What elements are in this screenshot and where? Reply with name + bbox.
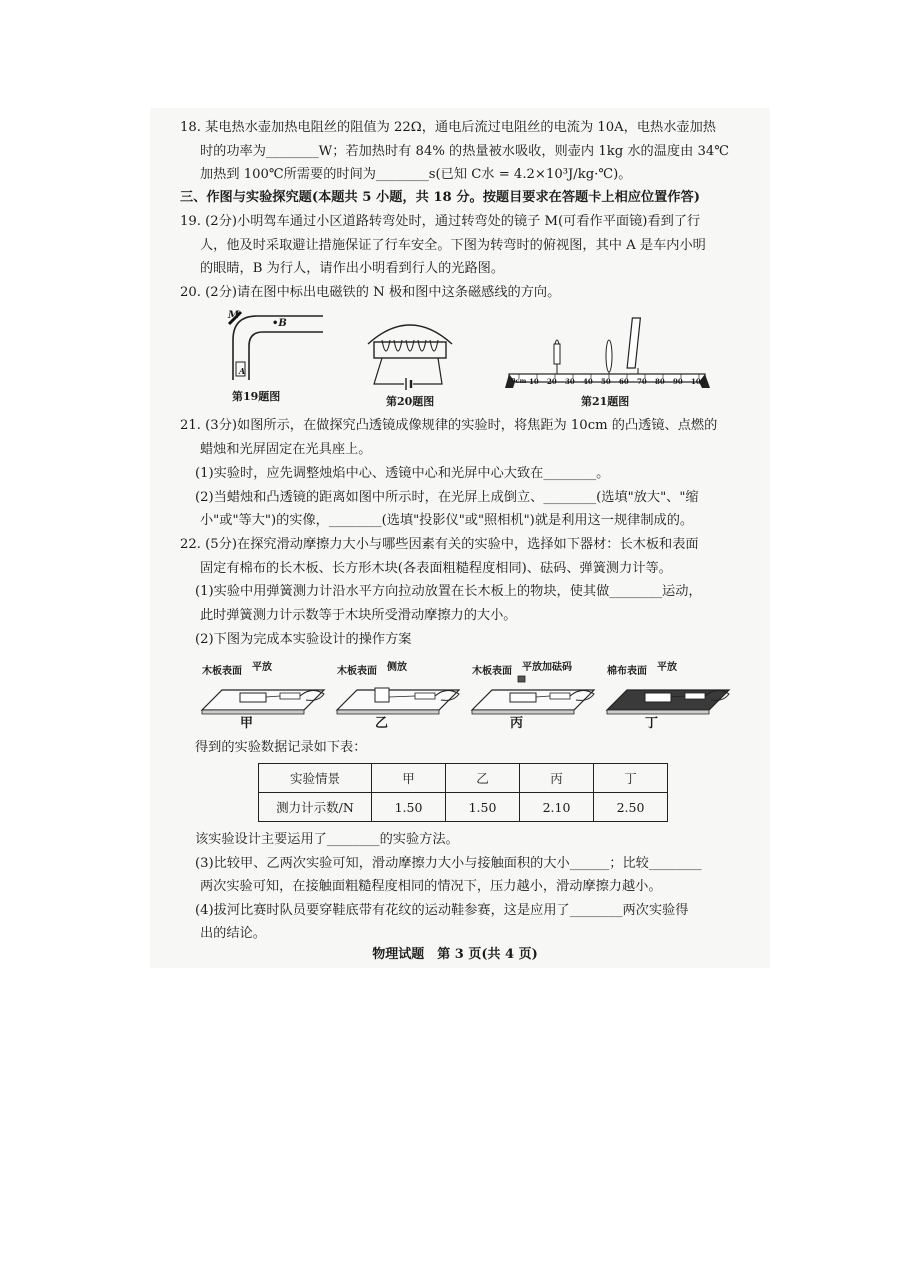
panel-placement-label: 平放 [252, 662, 272, 673]
q22-line4: 此时弹簧测力计示数等于木块所受滑动摩擦力的大小。 [200, 608, 517, 623]
fig19-label-b: •B [272, 318, 287, 329]
panel-placement-label: 侧放 [387, 662, 407, 673]
table-header-cell: 乙 [446, 764, 520, 793]
panel-surface-label: 木板表面 [202, 666, 242, 677]
panel-drawing [470, 672, 600, 716]
table-header-cell: 丁 [594, 764, 668, 793]
panel-placement-label: 平放 [657, 662, 677, 673]
table-cell: 1.50 [372, 793, 446, 822]
panel-drawing [605, 672, 735, 716]
fig21-tick-label: 20 [547, 377, 557, 386]
table-header-cell: 丙 [520, 764, 594, 793]
table-header-cell: 甲 [372, 764, 446, 793]
panel-drawing [200, 672, 330, 716]
q19-line1: 19. (2分)小明驾车通过小区道路转弯处时，通过转弯处的镜子 M(可看作平面镜)看到了行 [180, 214, 701, 229]
table-cell: 2.10 [520, 793, 594, 822]
fig21-tick-label: 100 [691, 377, 706, 386]
panel-surface-label: 木板表面 [337, 666, 377, 677]
fig21-tick-label: 90 [673, 377, 683, 386]
panel-drawing [335, 672, 465, 716]
figure-21-caption: 第21题图 [581, 395, 630, 408]
q22-line3: (1)实验中用弹簧测力计沿水平方向拉动放置在长木板上的物块，使其做________运动， [195, 584, 702, 599]
fig21-tick-label: 60 [619, 377, 629, 386]
q19-line3: 的眼睛，B 为行人，请作出小明看到行人的光路图。 [200, 261, 505, 276]
fig21-tick-label: 50 [601, 377, 611, 386]
table-row [259, 793, 668, 822]
q21-line5: 小"或"等大")的实像，________(选填"投影仪"或"照相机")就是利用这一规律制成的。 [200, 513, 694, 528]
panel-placement-label: 平放加砝码 [522, 662, 572, 673]
q22-line2: 固定有棉布的长木板、长方形木块(各表面粗糙程度相同)、砝码、弹簧测力计等。 [200, 561, 672, 576]
fig19-label-a: A [239, 366, 246, 376]
q18-line2: 时的功率为________W；若加热时有 84% 的热量被水吸收，则壶内 1kg 水的温度由 34℃ [200, 144, 729, 159]
table-header-row [259, 764, 668, 793]
page-footer: 物理试题 第 3 页(共 4 页) [372, 947, 538, 962]
q18-line3: 加热到 100℃所需要的时间为________s(已知 C水 = 4.2×10³J/kg·℃)。 [200, 167, 632, 182]
q22-line9: 两次实验可知，在接触面粗糙程度相同的情况下，压力越小，滑动摩擦力越小。 [200, 879, 662, 894]
q21-line2: 蜡烛和光屏固定在光具座上。 [200, 442, 372, 457]
panel-name-label: 丙 [510, 716, 524, 731]
q19-line2: 人，他及时采取避让措施保证了行车安全。下图为转弯时的俯视图，其中 A 是车内小明 [200, 238, 706, 253]
panel-name-label: 甲 [240, 716, 254, 731]
fig21-unit-label: 0cm [511, 377, 527, 385]
table-cell: 1.50 [446, 793, 520, 822]
panel-name-label: 丁 [645, 716, 659, 731]
fig21-tick-label: 80 [655, 377, 665, 386]
fig21-tick-label: 40 [583, 377, 593, 386]
panel-surface-label: 木板表面 [472, 666, 512, 677]
fig19-label-m: M [228, 310, 240, 321]
q18-line1: 18. 某电热水壶加热电阻丝的阻值为 22Ω，通电后流过电阻丝的电流为 10A，电热水壶加热 [180, 120, 716, 135]
fig21-tick-label: 10 [529, 377, 539, 386]
q22-line10: (4)拔河比赛时队员要穿鞋底带有花纹的运动鞋参赛，这是应用了________两次实验得 [195, 903, 689, 918]
figure-20-electromagnet [360, 314, 460, 390]
q22-line8: (3)比较甲、乙两次实验可知，滑动摩擦力大小与接触面积的大小______；比较________ [195, 856, 702, 871]
table-cell: 2.50 [594, 793, 668, 822]
panel-name-label: 乙 [375, 716, 389, 731]
panel-surface-label: 棉布表面 [607, 666, 647, 677]
q22-line11: 出的结论。 [200, 926, 266, 941]
figure-19-caption: 第19题图 [232, 390, 281, 403]
q22-line7: 该实验设计主要运用了________的实验方法。 [195, 832, 459, 847]
fig21-tick-label: 70 [637, 377, 647, 386]
q22-line5: (2)下图为完成本实验设计的操作方案 [195, 632, 412, 647]
q22-line1: 22. (5分)在探究滑动摩擦力大小与哪些因素有关的实验中，选择如下器材：长木板和表面 [180, 537, 699, 552]
q21-line1: 21. (3分)如图所示，在做探究凸透镜成像规律的实验时，将焦距为 10cm 的凸透镜、点燃的 [180, 418, 718, 433]
table-row-label: 测力计示数/N [259, 793, 372, 822]
fig21-tick-label: 30 [565, 377, 575, 386]
q22-line6: 得到的实验数据记录如下表： [195, 740, 367, 755]
figure-20-caption: 第20题图 [386, 395, 435, 408]
section-3-header: 三、作图与实验探究题(本题共 5 小题，共 18 分。按题目要求在答题卡上相应位置作答) [180, 190, 700, 205]
q21-line4: (2)当蜡烛和凸透镜的距离如图中所示时，在光屏上成倒立、________(选填"放大"、"缩 [195, 490, 699, 505]
friction-data-table [258, 763, 668, 822]
q21-line3: (1)实验时，应先调整烛焰中心、透镜中心和光屏中心大致在________。 [195, 466, 610, 481]
q20-line: 20. (2分)请在图中标出电磁铁的 N 极和图中这条磁感线的方向。 [180, 285, 561, 300]
table-header-cell: 实验情景 [259, 764, 372, 793]
